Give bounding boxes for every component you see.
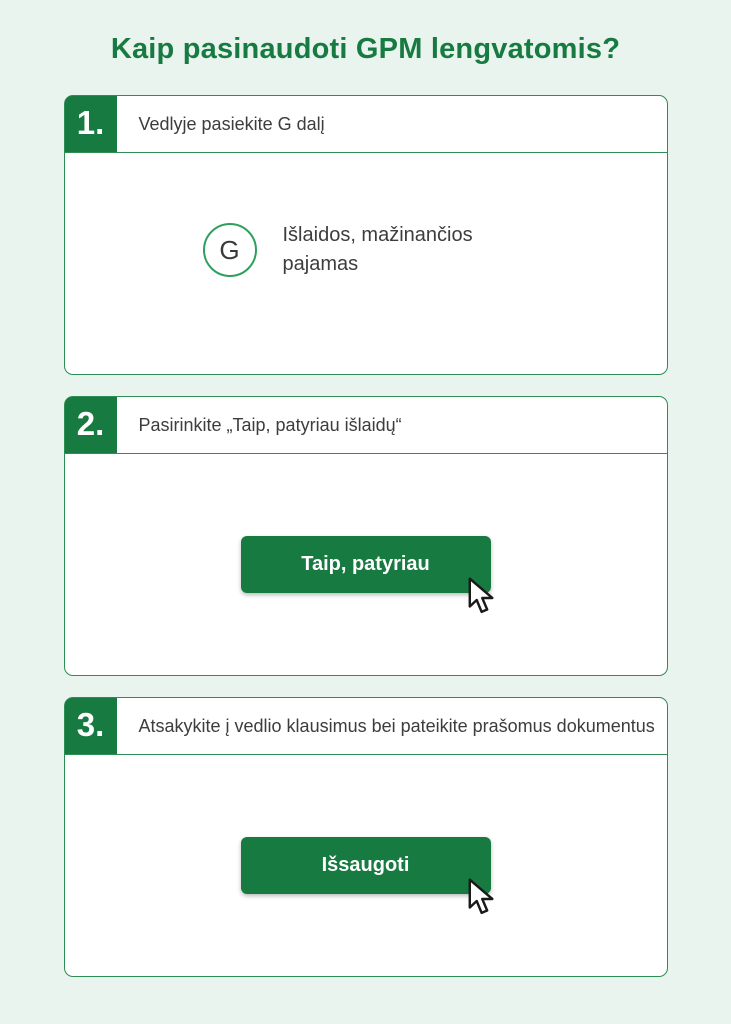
step-card-1 (64, 95, 668, 375)
step-1-body (65, 153, 667, 374)
step-card-3 (64, 697, 668, 977)
step-1-heading: Vedlyje pasiekite G dalį (138, 113, 325, 134)
g-section-option[interactable] (203, 153, 533, 279)
step-3-body (65, 755, 667, 976)
step-3-header (65, 698, 667, 755)
step-2-heading: Pasirinkite „Taip, patyriau išlaidų“ (138, 414, 402, 435)
g-letter-icon: G (203, 223, 257, 277)
steps-list (0, 95, 731, 977)
step-2-header (65, 397, 667, 454)
step-3-number-badge: 3. (65, 698, 117, 754)
g-section-label: Išlaidos, mažinančios pajamas (282, 224, 473, 275)
issaugoti-button[interactable]: Išsaugoti (241, 837, 491, 894)
step-1-number-badge: 1. (65, 96, 117, 152)
step-card-2 (64, 396, 668, 676)
step-2-number-badge: 2. (65, 397, 117, 453)
step-2-body (65, 454, 667, 675)
step-1-header (65, 96, 667, 153)
page-title: Kaip pasinaudoti GPM lengvatomis? (110, 33, 621, 65)
taip-patyriau-button[interactable]: Taip, patyriau (241, 536, 491, 593)
step-3-heading: Atsakykite į vedlio klausimus bei pateikite prašomus dokumentus (138, 715, 655, 736)
